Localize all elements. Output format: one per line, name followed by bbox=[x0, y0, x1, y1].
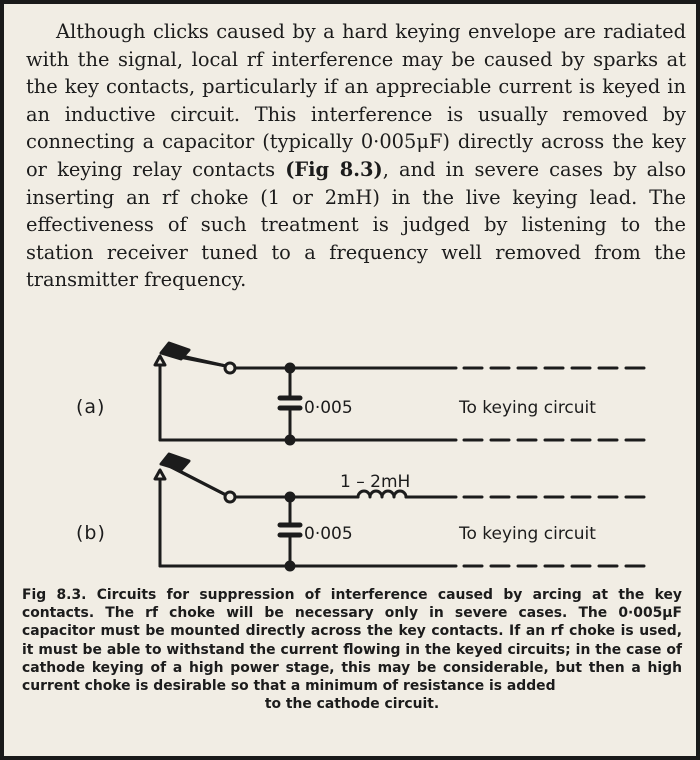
circuit-b-label: (b) bbox=[76, 522, 106, 544]
circuit-b-output-label: To keying circuit bbox=[459, 524, 596, 544]
circuit-diagram bbox=[4, 322, 696, 584]
book-page bbox=[4, 4, 696, 756]
figure-reference: (Fig 8.3) bbox=[285, 157, 383, 181]
circuit-b-key-icon bbox=[155, 454, 235, 502]
figure-caption bbox=[22, 586, 682, 713]
circuit-a-output-label: To keying circuit bbox=[459, 398, 596, 418]
circuit-b-capacitor-icon bbox=[280, 493, 300, 570]
circuit-a-label: (a) bbox=[76, 396, 106, 418]
choke-value: 1 – 2mH bbox=[340, 472, 411, 492]
circuit-a-key-icon bbox=[155, 343, 235, 373]
circuit-b-capacitor-value: 0·005 bbox=[304, 524, 353, 544]
paragraph-text-1: Although clicks caused by a hard keying envelope are radiated with the signal, local rf interference may be caused by sparks at the key contacts, particularly if an appreciable current is keyed in an inductive circuit. This interference is usually removed by connecting a capacitor (typically 0·005μF) directly across the key or keying relay contacts bbox=[26, 20, 686, 181]
body-paragraph bbox=[26, 18, 686, 294]
circuit-a-capacitor-icon bbox=[280, 364, 300, 444]
caption-last-line: to the cathode circuit. bbox=[264, 696, 440, 713]
paragraph-text-2: , and in severe cases by also inserting an rf choke (1 or 2mH) in the live keying lead. The effectiveness of such treatment is judged by listening to the station receiver tuned to a frequency well removed from the transmitter frequency. bbox=[26, 157, 686, 292]
caption-body: Fig 8.3. Circuits for suppression of interference caused by arcing at the key contacts. The rf choke will be necessary only in severe cases. The 0·005μF capacitor must be mounted directly across the key contacts. If an rf choke is used, it must be able to withstand the current flowing in the keyed circuits; in the case of cathode keying of a high power stage, this may be considerable, but then a high current choke is desirable so that a minimum of resistance is added bbox=[22, 587, 682, 695]
circuit-a-capacitor-value: 0·005 bbox=[304, 398, 353, 418]
